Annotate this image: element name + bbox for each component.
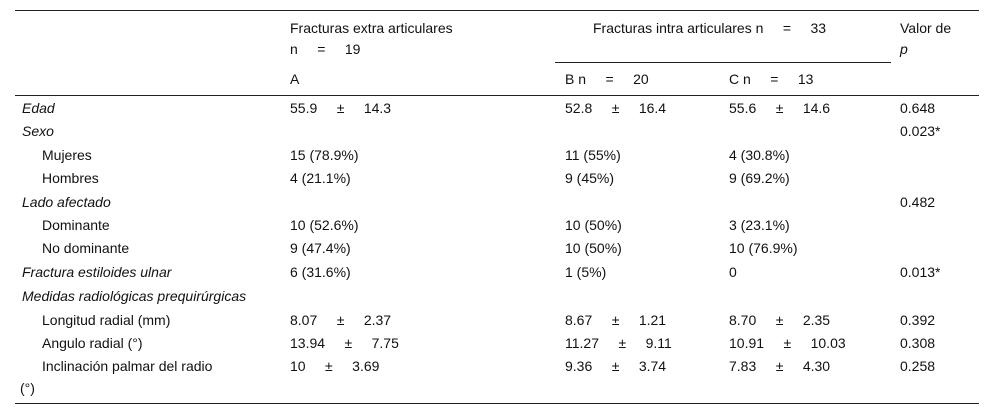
row-label: Mujeres [42,147,92,163]
cell-p: 0.482 [900,194,936,210]
cell-b: 9 (45%) [565,170,615,186]
cell-c: 0 [729,264,737,280]
cell-p: 0.023* [900,123,941,139]
cell-b: 8.67 ± 1.21 [565,312,667,328]
intra-group-rule [555,62,891,63]
cell-a: 9 (47.4%) [290,240,351,256]
cell-c: 55.6 ± 14.6 [729,100,831,116]
cell-a: 6 (31.6%) [290,264,351,280]
row-label: No dominante [42,240,130,256]
cell-a: 8.07 ± 2.37 [290,312,392,328]
cell-b: 10 (50%) [565,240,622,256]
cell-p: 0.648 [900,100,936,116]
cell-a: 4 (21.1%) [290,170,351,186]
cell-c: 10.91 ± 10.03 [729,335,846,351]
header-col-c: C n = 13 [729,71,814,87]
cell-b: 52.8 ± 16.4 [565,100,667,116]
cell-b: 1 (5%) [565,264,607,280]
cell-c: 10 (76.9%) [729,240,798,256]
cell-a: 15 (78.9%) [290,147,359,163]
table-bottom-rule [15,403,979,404]
row-label-continuation: (°) [20,380,35,396]
header-bottom-rule [15,95,979,96]
cell-b: 9.36 ± 3.74 [565,358,667,374]
cell-b: 11 (55%) [565,147,621,163]
cell-a: 55.9 ± 14.3 [290,100,392,116]
cell-p: 0.013* [900,264,941,280]
cell-p: 0.258 [900,358,936,374]
row-label: Medidas radiológicas prequirúrgicas [22,288,247,304]
row-label: Dominante [42,217,110,233]
cell-c: 9 (69.2%) [729,170,790,186]
row-label: Sexo [22,123,54,139]
cell-c: 8.70 ± 2.35 [729,312,831,328]
cell-b: 10 (50%) [565,217,622,233]
row-label: Edad [22,100,55,116]
cell-c: 3 (23.1%) [729,217,790,233]
table-top-rule [15,10,979,11]
header-col-b: B n = 20 [565,71,649,87]
row-label: Longitud radial (mm) [42,312,171,328]
cell-c: 7.83 ± 4.30 [729,358,831,374]
header-valor-title: Valor de [900,20,952,36]
row-label: Lado afectado [22,194,111,210]
row-label: Hombres [42,170,99,186]
cell-a: 10 (52.6%) [290,217,359,233]
row-label: Inclinación palmar del radio [42,358,213,374]
header-col-a: A [290,71,300,87]
header-extra-title: Fracturas extra articulares [290,20,453,36]
header-intra-title: Fracturas intra articulares n = 33 [593,20,827,36]
cell-a: 10 ± 3.69 [290,358,380,374]
header-valor-p: p [900,41,908,57]
cell-b: 11.27 ± 9.11 [565,335,672,351]
cell-a: 13.94 ± 7.75 [290,335,399,351]
row-label: Fractura estiloides ulnar [22,264,172,280]
row-label: Angulo radial (°) [42,335,143,351]
header-extra-n: n = 19 [290,41,361,57]
cell-p: 0.308 [900,335,936,351]
cell-p: 0.392 [900,312,936,328]
cell-c: 4 (30.8%) [729,147,790,163]
